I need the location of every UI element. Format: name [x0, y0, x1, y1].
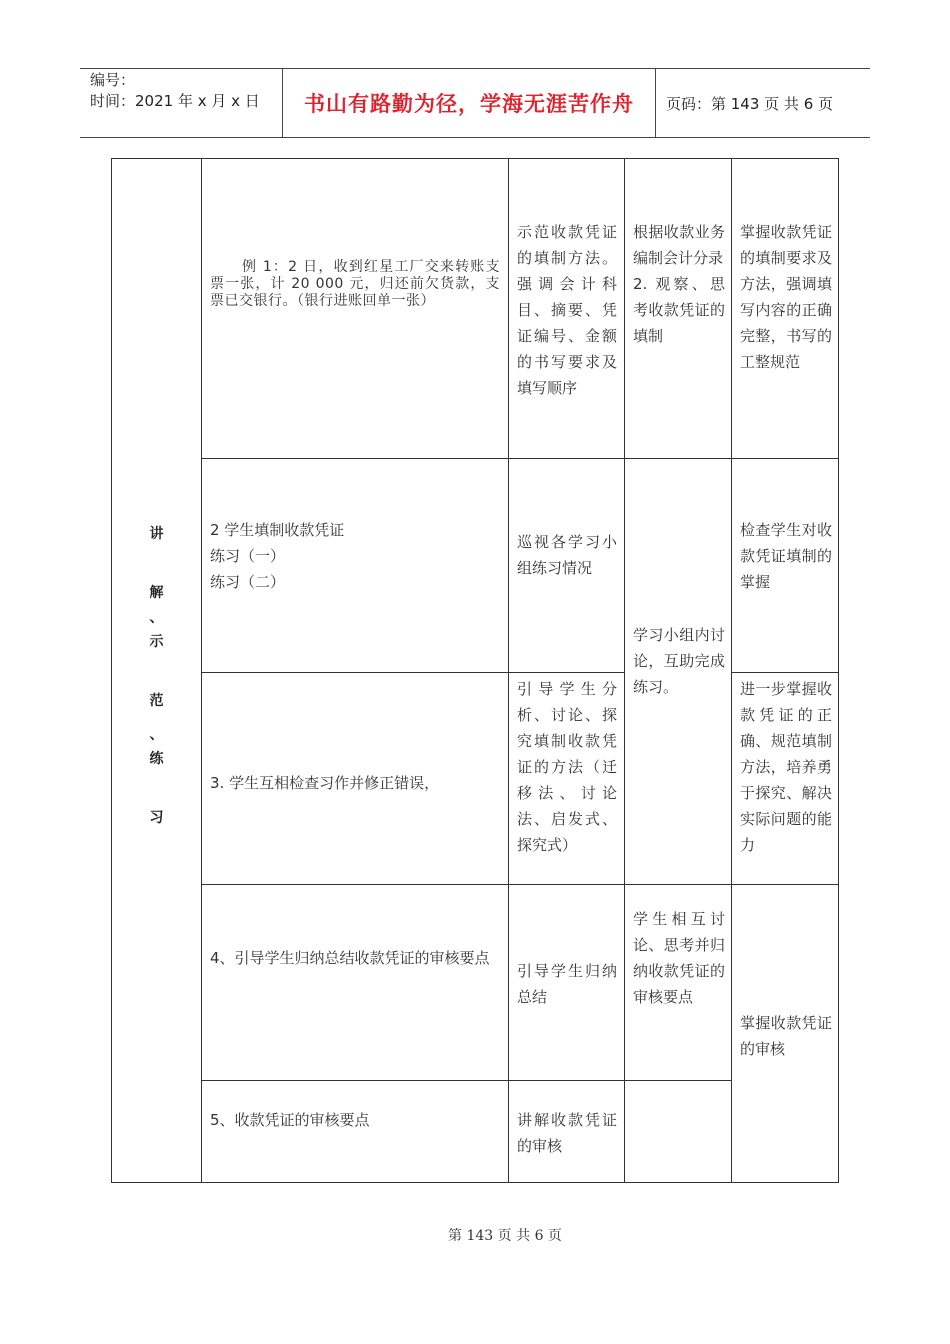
number-label: 编号： [90, 71, 136, 89]
table-divider [624, 159, 625, 1182]
header-meta [80, 69, 283, 138]
teacher-activity: 巡视各学习小组练习情况 [517, 533, 617, 577]
student-activity: 学生相互讨论、思考并归纳收款凭证的审核要点 [633, 910, 725, 1006]
teacher-activity: 示范收款凭证的填制方法。强调会计科目、摘要、凭证编号、金额的书写要求及填写顺序 [517, 223, 617, 397]
teacher-activity: 引导学生分析、讨论、探究填制收款凭证的方法（迁移法、讨论法、启发式、探究式） [517, 680, 617, 854]
page-footer: 第 143 页 共 6 页 [448, 1228, 562, 1244]
page-header [80, 68, 870, 138]
design-intent: 检查学生对收款凭证填制的掌握 [740, 521, 832, 591]
table-divider [201, 672, 625, 673]
example-text: 例 1：2 日，收到红星工厂交来转账支票一张，计 20 000 元，归还前欠货款，支票已交银行。（银行进账回单一张） [210, 259, 500, 309]
table-divider [201, 458, 838, 459]
practice-text: 2 学生填制收款凭证 练习（一） 练习（二） [210, 521, 345, 591]
section-char: 范 [149, 693, 164, 709]
peer-check-text: 3. 学生互相检查习作并修正错误， [210, 774, 440, 792]
summary-text: 4、引导学生归纳总结收款凭证的审核要点 [210, 949, 490, 967]
motto-banner: 书山有路勤为径，学海无涯苦作舟 [283, 69, 656, 137]
design-intent: 掌握收款凭证的审核 [740, 1014, 832, 1058]
section-char: 练 [149, 751, 164, 767]
student-activity: 学习小组内讨论，互助完成练习。 [633, 626, 725, 696]
review-text: 5、收款凭证的审核要点 [210, 1111, 370, 1129]
page-code: 页码：第 143 页 共 6 页 [666, 94, 834, 113]
table-divider [201, 884, 838, 885]
table-divider [731, 672, 838, 673]
section-char: 示 [149, 634, 164, 650]
table-divider [201, 159, 202, 1182]
teacher-activity: 引导学生归纳总结 [517, 962, 617, 1006]
table-divider [508, 159, 509, 1182]
section-char: 、 [149, 610, 164, 626]
section-label [112, 159, 201, 1182]
teacher-activity: 讲解收款凭证的审核 [517, 1111, 617, 1155]
student-activity: 根据收款业务编制会计分录 2. 观察、思考收款凭证的填制 [633, 223, 725, 345]
section-char: 习 [149, 810, 164, 826]
section-char: 、 [149, 727, 164, 743]
design-intent: 掌握收款凭证的填制要求及方法，强调填写内容的正确完整，书写的工整规范 [740, 223, 832, 371]
section-char: 解 [149, 585, 164, 601]
table-divider [201, 1080, 732, 1081]
date-label: 时间：2021 年 x 月 x 日 [90, 92, 260, 110]
lesson-table [111, 158, 839, 1183]
design-intent: 进一步掌握收款凭证的正确、规范填制方法，培养勇于探究、解决实际问题的能力 [740, 680, 832, 854]
table-divider [731, 159, 732, 1182]
section-char: 讲 [149, 526, 164, 542]
